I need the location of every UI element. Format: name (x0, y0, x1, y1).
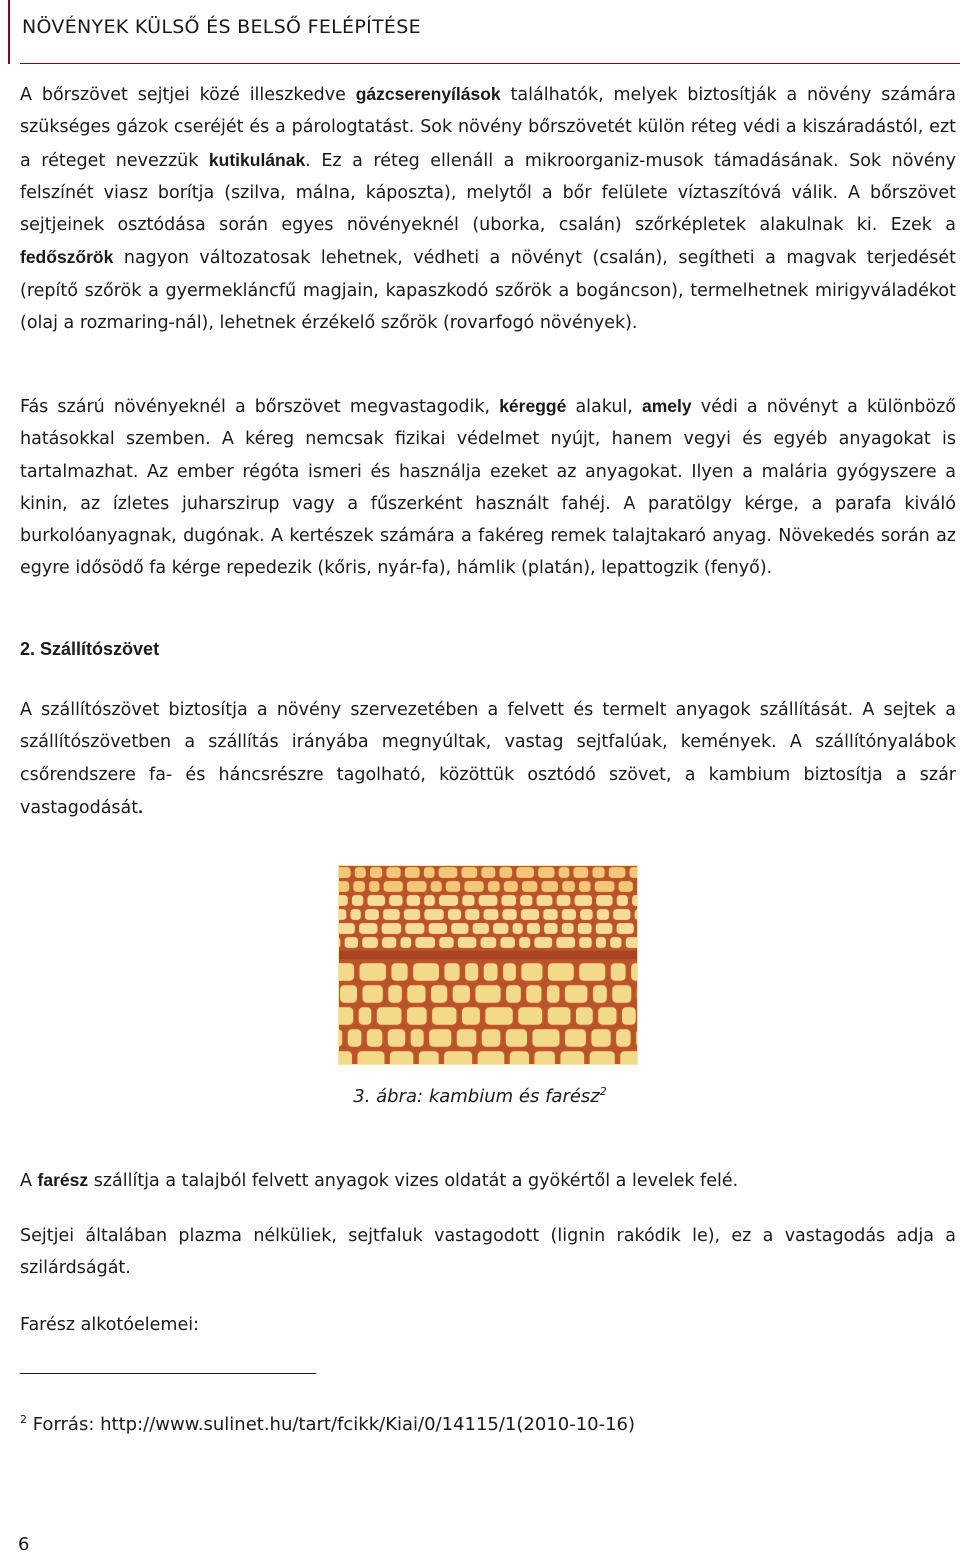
footnote-text: Forrás: http://www.sulinet.hu/tart/fcikk/Kiai/0/14115/1(2010-10-16) (27, 1414, 636, 1435)
text-span: A (20, 1171, 38, 1191)
bold-period: . (138, 796, 144, 817)
text-span: A szállítószövet biztosítja a növény szervezetében a felvett és termelt anyagok szállítását. A sejtek a szállítószövetben a szállítás irányába megnyúltak, vastag sejtfalúak, kemények. A szállítónyalábok csőrendszere fa- és háncsrészre tagolható, közöttük osztódó szövet, a kambium biztosítja a szár vastagodását (20, 700, 956, 818)
text-span: . Ez a réteg ellenáll a mikroorganiz-musok támadásának. Sok növény felszínét viasz borítja (szilva, málna, káposzta), melytől a bőr felülete víztaszítóvá válik. A bőrszövet sejtjeinek osztódása során egyes növényeknél (uborka, csalán) szőrképletek alakulnak ki. Ezek a (20, 150, 956, 236)
text-span: A bőrszövet sejtjei közé illeszkedve (20, 85, 356, 105)
keyword-fedoszorok: fedőszőrök (20, 247, 114, 268)
text-span: alakul, (566, 397, 642, 417)
section-heading (20, 639, 159, 660)
keyword-faresz: farész (37, 1170, 89, 1190)
text-span: szállítja a talajból felvett anyagok vizes oldatát a gyökértől a levelek felé. (88, 1171, 739, 1191)
text-span: találhatók, melyek biztosítják a növény számára szükséges gázok cseréjét és a párologtatást. Sok növény bőrszövetét külön réteg védi a kiszáradástól, ezt a réteget nevezzük (20, 85, 956, 171)
text-span: Fás szárú növényeknél a bőrszövet megvastagodik, (20, 397, 500, 417)
paragraph-bark (20, 390, 956, 585)
text-span: nagyon változatosak lehetnek, védheti a növényt (csalán), segítheti a magvak terjedését (repítő szőrök a gyermekláncfű magjain, kapaszkodó szőrök a bogáncson), termelhetnek mirigyváladékot (olaj a rozmaring-nál), lehetnek érzékelő szőrök (rovarfogó növények). (20, 248, 956, 334)
keyword-gazcserenyilasok: gázcserenyílások (355, 84, 501, 104)
footnote-ref: 2 (599, 1085, 607, 1098)
page-header (8, 0, 960, 64)
paragraph-transport-tissue (20, 694, 956, 824)
figure-caption (0, 1085, 960, 1107)
section-title: Szállítószövet (40, 639, 160, 659)
keyword-amely: amely (641, 396, 692, 416)
text-span: védi a növényt a különböző hatásokkal szemben. A kéreg nemcsak fizikai védelmet nyújt, hanem vegyi és egyéb anyagokat is tartalmazhat. Az ember régóta ismeri és használja ezeket az anyagokat. Ilyen a malária gyógyszere a kinin, az ízletes juharszirup vagy a fűszerként használt fahéj. A paratölgy kérge, a parafa kiváló burkolóanyagnak, dugónak. A kertészek számára a fakéreg remek talajtakaró anyag. Növekedés során az egyre idősödő fa kérge repedezik (kőris, nyár-fa), hámlik (platán), lepattogzik (fenyő). (20, 397, 956, 579)
page-number: 6 (18, 1534, 30, 1555)
figure-cambium-xylem (338, 865, 638, 1065)
caption-text: 3. ábra: kambium és farész (353, 1086, 600, 1107)
paragraph-xylem-cells: Sejtjei általában plazma nélküliek, sejtfaluk vastagodott (lignin rakódik le), ez a vastagodás adja a szilárdságát. (20, 1226, 956, 1279)
section-number: 2. (20, 639, 36, 659)
footnote-mark: 2 (20, 1413, 27, 1426)
header-rule (20, 63, 960, 64)
keyword-kereg: kéreggé (499, 396, 567, 416)
header-title: NÖVÉNYEK KÜLSŐ ÉS BELSŐ FELÉPÍTÉSE (22, 16, 421, 38)
paragraph-xylem (20, 1164, 956, 1197)
footnote (20, 1413, 635, 1435)
paragraph-epidermis (20, 78, 956, 339)
paragraph-xylem-components: Farész alkotóelemei: (20, 1315, 199, 1335)
keyword-kutikula: kutikulának (208, 149, 306, 170)
micrograph-image (338, 865, 638, 1065)
footnote-separator (20, 1373, 316, 1374)
